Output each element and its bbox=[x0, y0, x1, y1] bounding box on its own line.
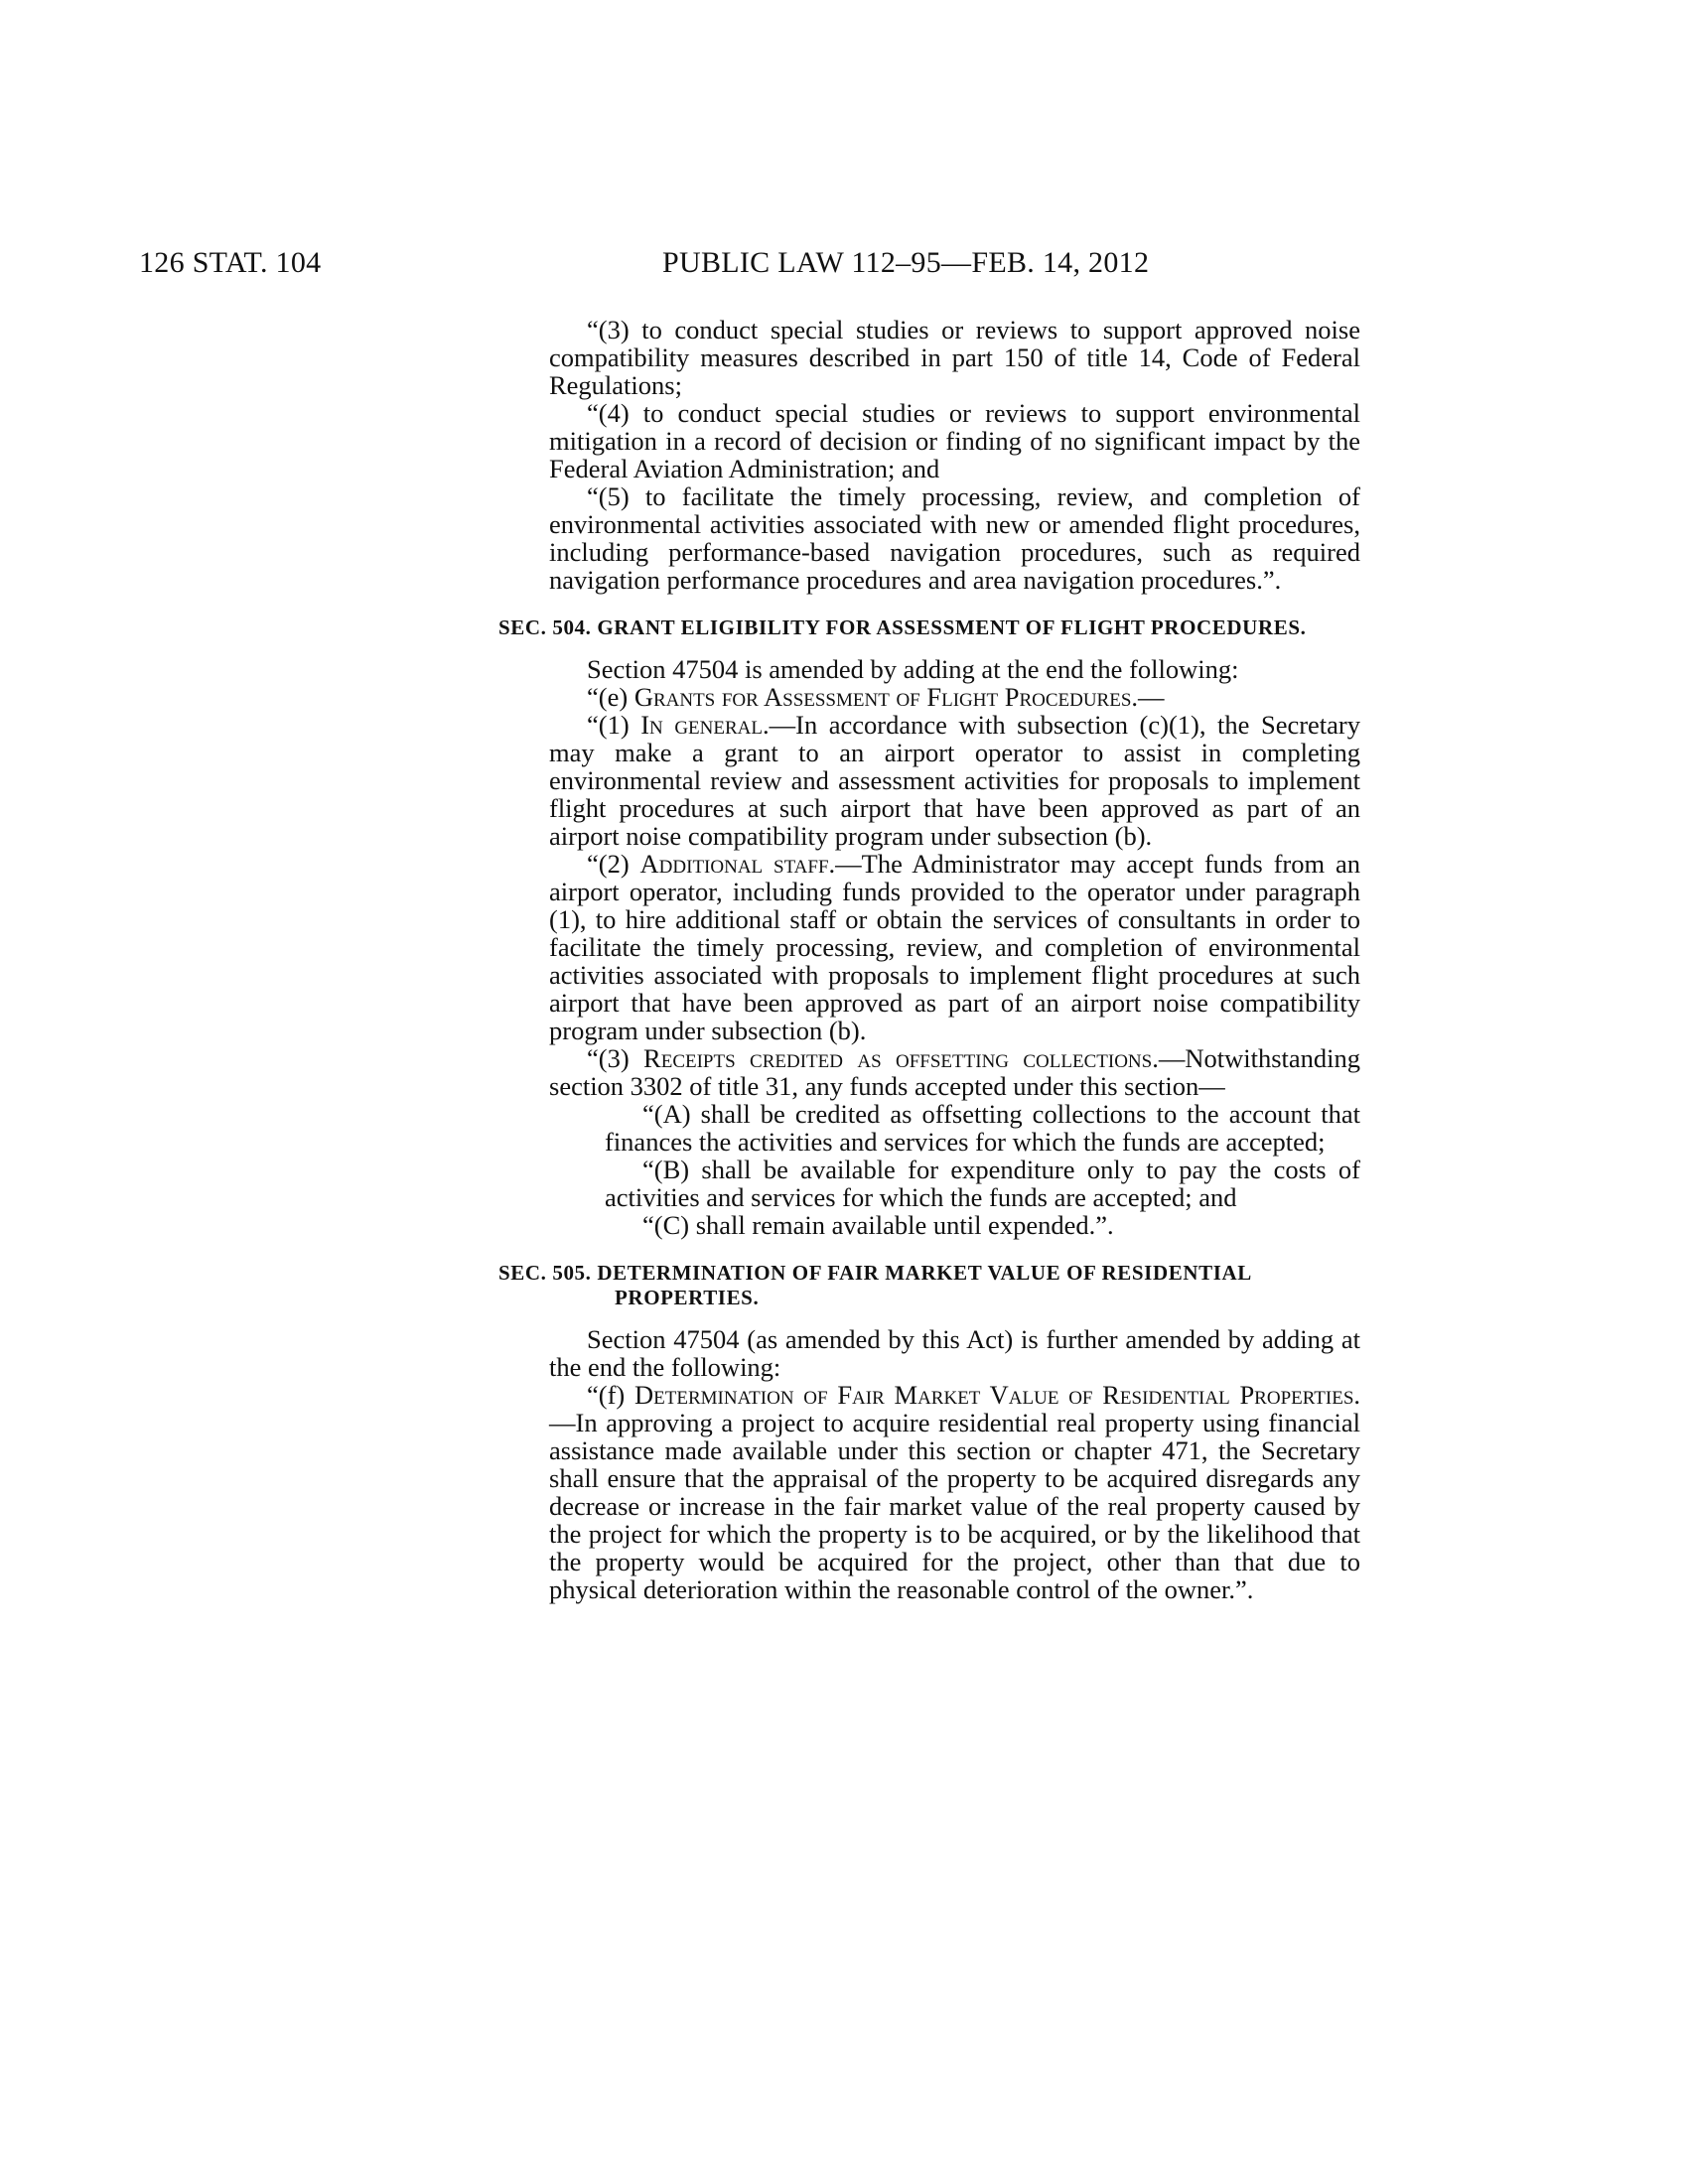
public-law-citation: PUBLIC LAW 112–95—FEB. 14, 2012 bbox=[662, 246, 1150, 279]
section-504-heading: SEC. 504. GRANT ELIGIBILITY FOR ASSESSMENT OF FLIGHT PROCEDURES. bbox=[498, 615, 1307, 639]
subsection-e-heading bbox=[549, 683, 1360, 711]
paragraph-1-label: “(1) bbox=[587, 710, 630, 740]
paragraph-3-label: “(3) bbox=[587, 1043, 630, 1073]
subsection-f-title: Determination of Fair Market Value of Residential Properties.— bbox=[549, 1380, 1361, 1437]
statute-text-column bbox=[498, 315, 1361, 1604]
paragraph-3: “(3) to conduct special studies or reviews to support approved noise compatibility measures described in part 150 of title 14, Code of Federal Regulations; bbox=[549, 315, 1360, 400]
subparagraph-a: “(A) shall be credited as offsetting collections to the account that finances the activities and services for which the funds are accepted; bbox=[605, 1099, 1360, 1157]
section-504-paragraph-3 bbox=[549, 1044, 1360, 1100]
subparagraph-c: “(C) shall remain available until expended.”. bbox=[642, 1210, 1114, 1240]
subsection-f-text: In approving a project to acquire residential real property using financial assistance made available under this section or chapter 471, the Secretary shall ensure that the appraisal of the property to be acquired disregards any decrease or increase in the fair market value of the real property caused by the project for which the property is to be acquired, or by the likelihood that the property would be acquired for the project, other than that due to physical deterioration within the reasonable control of the owner.”. bbox=[549, 1408, 1360, 1604]
paragraph-4: “(4) to conduct special studies or reviews to support environmental mitigation in a record of decision or finding of no significant impact by the Federal Aviation Administration; and bbox=[549, 398, 1360, 483]
section-505-intro: Section 47504 (as amended by this Act) is further amended by adding at the end the following: bbox=[549, 1324, 1360, 1382]
paragraph-2-label: “(2) bbox=[587, 849, 630, 879]
subsection-e-title: Grants for Assessment of Flight Procedures.— bbox=[633, 682, 1165, 712]
subsection-e-label: “(e) bbox=[587, 682, 629, 712]
section-505-heading: SEC. 505. DETERMINATION OF FAIR MARKET VALUE OF RESIDENTIAL PROPERTIES. bbox=[498, 1261, 1251, 1309]
section-504-intro: Section 47504 is amended by adding at the end the following: bbox=[587, 654, 1239, 684]
paragraph-1-text: In accordance with subsection (c)(1), the Secretary may make a grant to an airport operator to assist in completing environmental review and assessment activities for proposals to implement flight procedures at such airport that have been approved as part of an airport noise compatibility program under subsection (b). bbox=[549, 710, 1361, 851]
paragraph-3-text: Notwithstanding section 3302 of title 31, any funds accepted under this section— bbox=[549, 1043, 1361, 1101]
paragraph-1-title: In general.— bbox=[640, 710, 796, 740]
paragraph-2-text: The Administrator may accept funds from an airport operator, including funds provided to the operator under paragraph (1), to hire additional staff or obtain the services of consultants in order to facilitate the timely processing, review, and completion of environmental activities associated with proposals to implement flight procedures at such airport that have been approved as part of an airport noise compatibility program under subsection (b). bbox=[549, 849, 1361, 1045]
subparagraph-b: “(B) shall be available for expenditure only to pay the costs of activities and services for which the funds are accepted; and bbox=[605, 1155, 1360, 1212]
paragraph-2-title: Additional staff.— bbox=[639, 849, 862, 879]
running-header bbox=[139, 246, 1370, 286]
section-504-paragraph-2 bbox=[549, 850, 1360, 1044]
subsection-f-label: “(f) bbox=[587, 1380, 626, 1410]
stat-page-number: 126 STAT. 104 bbox=[139, 246, 322, 279]
section-504-paragraph-1 bbox=[549, 711, 1360, 850]
paragraph-5: “(5) to facilitate the timely processing, review, and completion of environmental activities associated with new or amended flight procedures, including performance-based navigation procedures, such as required navigation performance procedures and area navigation procedures.”. bbox=[549, 481, 1360, 595]
paragraph-3-title: Receipts credited as offsetting collections.— bbox=[643, 1043, 1186, 1073]
subsection-f bbox=[549, 1381, 1360, 1603]
